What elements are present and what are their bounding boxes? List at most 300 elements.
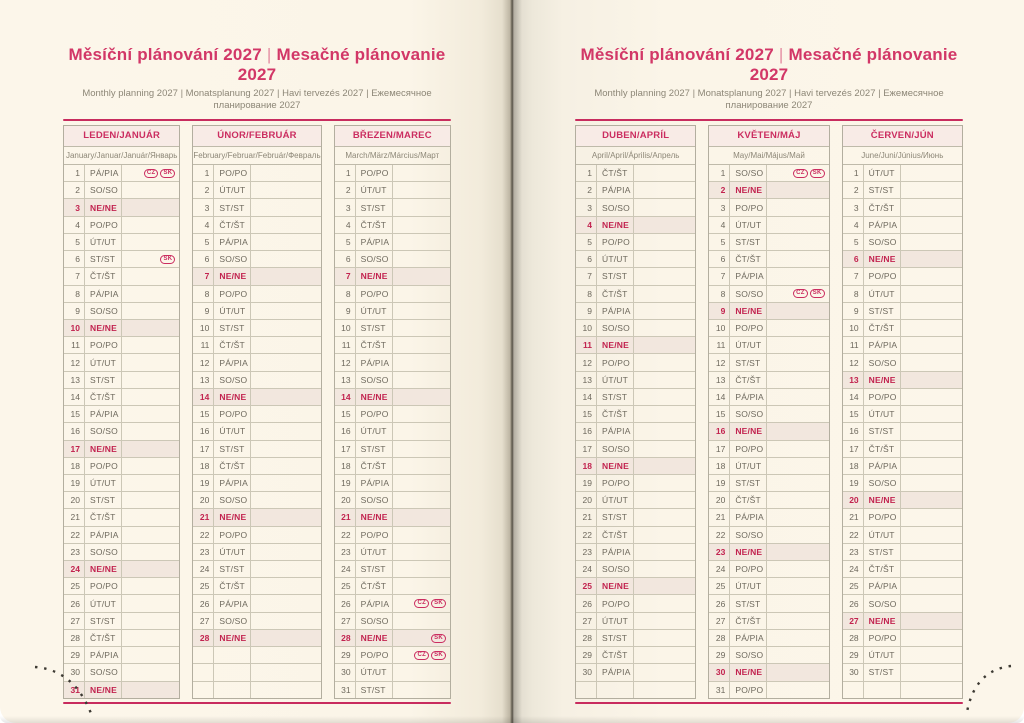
notes-cell — [393, 492, 450, 508]
day-name: ČT/ŠT — [597, 286, 634, 302]
day-row — [193, 543, 320, 560]
day-number: 5 — [709, 234, 730, 250]
day-row — [64, 198, 179, 215]
day-number: 26 — [843, 595, 864, 611]
day-number: 12 — [64, 354, 85, 370]
day-row — [335, 302, 450, 319]
month-grid — [843, 165, 962, 698]
day-name: SO/SO — [597, 320, 634, 336]
day-number: 15 — [335, 406, 356, 422]
day-name: PO/PO — [864, 389, 901, 405]
notes-cell — [634, 630, 695, 646]
day-row — [709, 422, 828, 439]
day-name: PO/PO — [597, 475, 634, 491]
day-row — [709, 457, 828, 474]
day-row — [576, 198, 695, 215]
day-number: 26 — [64, 595, 85, 611]
day-number: 27 — [709, 613, 730, 629]
month-table-unor-februar — [192, 125, 321, 699]
day-number: 18 — [335, 458, 356, 474]
notes-cell — [122, 303, 179, 319]
day-number: 27 — [335, 613, 356, 629]
day-number: 22 — [843, 527, 864, 543]
day-row — [335, 165, 450, 181]
notes-cell — [901, 303, 962, 319]
day-name: ÚT/UT — [597, 492, 634, 508]
day-row — [193, 353, 320, 370]
day-number: 4 — [576, 217, 597, 233]
day-number: 23 — [576, 544, 597, 560]
day-number: 15 — [193, 406, 214, 422]
day-name: ÚT/UT — [597, 251, 634, 267]
notes-cell — [251, 630, 320, 646]
notes-cell — [393, 320, 450, 336]
day-number: 19 — [335, 475, 356, 491]
day-number: 22 — [64, 527, 85, 543]
notes-cell — [901, 578, 962, 594]
notes-cell — [251, 613, 320, 629]
day-number: 25 — [709, 578, 730, 594]
day-row — [193, 457, 320, 474]
day-name: ČT/ŠT — [864, 441, 901, 457]
day-row — [193, 560, 320, 577]
day-row — [843, 198, 962, 215]
day-name: PÁ/PIA — [85, 286, 122, 302]
day-name: PÁ/PIA — [730, 389, 767, 405]
day-number: 28 — [709, 630, 730, 646]
notes-cell — [393, 647, 450, 663]
notes-cell — [767, 492, 828, 508]
day-name: ÚT/UT — [864, 286, 901, 302]
notes-cell — [634, 165, 695, 181]
page-title — [575, 45, 963, 85]
day-name: PO/PO — [356, 286, 393, 302]
day-name-empty — [214, 682, 251, 698]
day-name: SO/SO — [85, 182, 122, 198]
day-name: PO/PO — [356, 406, 393, 422]
day-name: SO/SO — [214, 492, 251, 508]
day-row — [335, 681, 450, 698]
day-name: ST/ST — [356, 561, 393, 577]
day-number: 29 — [576, 647, 597, 663]
day-number: 18 — [193, 458, 214, 474]
day-number: 1 — [193, 165, 214, 181]
day-row — [709, 267, 828, 284]
day-name: ST/ST — [730, 475, 767, 491]
notes-cell — [122, 527, 179, 543]
day-row — [335, 181, 450, 198]
day-row — [709, 233, 828, 250]
day-row — [193, 594, 320, 611]
notes-cell — [767, 441, 828, 457]
day-number: 21 — [64, 509, 85, 525]
day-row — [576, 250, 695, 267]
day-row — [576, 216, 695, 233]
day-name: ÚT/UT — [730, 458, 767, 474]
day-row — [193, 629, 320, 646]
day-name: SO/SO — [356, 251, 393, 267]
day-number: 25 — [64, 578, 85, 594]
empty-row — [843, 681, 962, 698]
notes-cell — [393, 630, 450, 646]
day-name: SO/SO — [864, 595, 901, 611]
day-name-empty — [597, 682, 634, 698]
notes-cell — [393, 613, 450, 629]
day-row — [335, 543, 450, 560]
day-name: ÚT/UT — [356, 182, 393, 198]
day-row — [843, 508, 962, 525]
day-row — [64, 612, 179, 629]
day-number: 15 — [64, 406, 85, 422]
day-name: PÁ/PIA — [730, 268, 767, 284]
day-row — [843, 543, 962, 560]
day-name: NE/NE — [85, 320, 122, 336]
day-row — [709, 440, 828, 457]
day-row — [576, 491, 695, 508]
day-row — [193, 388, 320, 405]
day-name: NE/NE — [597, 578, 634, 594]
day-name: PO/PO — [214, 165, 251, 181]
day-name: PÁ/PIA — [356, 475, 393, 491]
notes-cell — [767, 354, 828, 370]
month-subtitle: March/März/Március/Март — [335, 147, 450, 165]
day-number: 2 — [843, 182, 864, 198]
day-row — [64, 526, 179, 543]
notes-cell — [767, 423, 828, 439]
day-number: 15 — [576, 406, 597, 422]
day-row — [64, 629, 179, 646]
day-row — [64, 285, 179, 302]
day-row — [576, 457, 695, 474]
month-table-kveten-maj — [708, 125, 829, 699]
day-row — [335, 612, 450, 629]
day-number: 29 — [709, 647, 730, 663]
day-row — [64, 560, 179, 577]
day-name: SO/SO — [597, 441, 634, 457]
day-number: 27 — [64, 613, 85, 629]
notes-cell — [393, 458, 450, 474]
day-number: 6 — [576, 251, 597, 267]
day-number: 3 — [64, 199, 85, 215]
notes-cell — [122, 182, 179, 198]
day-number: 10 — [843, 320, 864, 336]
day-name: ST/ST — [214, 561, 251, 577]
notes-cell — [393, 423, 450, 439]
notes-cell — [634, 578, 695, 594]
day-name: SO/SO — [730, 647, 767, 663]
day-name: SO/SO — [864, 354, 901, 370]
day-row — [335, 319, 450, 336]
day-number: 17 — [576, 441, 597, 457]
day-name: NE/NE — [356, 509, 393, 525]
day-name: NE/NE — [214, 268, 251, 284]
day-number: 13 — [335, 372, 356, 388]
day-number: 21 — [335, 509, 356, 525]
day-number: 21 — [576, 509, 597, 525]
day-number: 20 — [64, 492, 85, 508]
day-row — [64, 267, 179, 284]
day-number: 14 — [335, 389, 356, 405]
day-row — [64, 216, 179, 233]
day-row — [335, 663, 450, 680]
notes-cell-empty — [901, 682, 962, 698]
notes-cell — [251, 423, 320, 439]
notes-cell — [122, 165, 179, 181]
notes-cell — [901, 441, 962, 457]
day-row — [64, 457, 179, 474]
day-name: PO/PO — [85, 458, 122, 474]
notes-cell — [251, 286, 320, 302]
day-row — [709, 681, 828, 698]
day-row — [709, 491, 828, 508]
day-number: 11 — [843, 337, 864, 353]
day-number: 22 — [335, 527, 356, 543]
day-number: 8 — [64, 286, 85, 302]
day-row — [709, 388, 828, 405]
notes-cell — [393, 475, 450, 491]
day-row — [193, 526, 320, 543]
day-name: ÚT/UT — [356, 664, 393, 680]
day-number: 25 — [576, 578, 597, 594]
day-name: ÚT/UT — [214, 423, 251, 439]
notes-cell — [393, 406, 450, 422]
header-rule — [575, 119, 963, 121]
notes-cell — [122, 389, 179, 405]
notes-cell — [901, 544, 962, 560]
day-number: 14 — [709, 389, 730, 405]
month-grid — [193, 165, 320, 698]
day-name: ST/ST — [730, 354, 767, 370]
notes-cell — [767, 182, 828, 198]
day-number: 8 — [335, 286, 356, 302]
day-number: 20 — [843, 492, 864, 508]
day-row — [709, 594, 828, 611]
day-row — [709, 629, 828, 646]
day-name: ST/ST — [730, 595, 767, 611]
day-row — [64, 233, 179, 250]
day-number: 24 — [843, 561, 864, 577]
day-row — [843, 629, 962, 646]
day-number: 10 — [709, 320, 730, 336]
day-row — [335, 336, 450, 353]
day-number: 3 — [335, 199, 356, 215]
day-name: PO/PO — [85, 337, 122, 353]
notes-cell-empty — [251, 682, 320, 698]
day-number: 22 — [576, 527, 597, 543]
day-name: ÚT/UT — [214, 182, 251, 198]
day-row — [709, 543, 828, 560]
day-row — [576, 594, 695, 611]
day-number: 6 — [709, 251, 730, 267]
day-row — [709, 285, 828, 302]
left-page-header — [63, 45, 451, 121]
notes-cell — [251, 268, 320, 284]
day-number: 23 — [193, 544, 214, 560]
notes-cell — [767, 372, 828, 388]
day-number: 14 — [193, 389, 214, 405]
day-name: ST/ST — [356, 320, 393, 336]
day-number: 20 — [709, 492, 730, 508]
day-name: PO/PO — [214, 527, 251, 543]
day-name: NE/NE — [597, 337, 634, 353]
day-row — [193, 440, 320, 457]
notes-cell — [634, 303, 695, 319]
day-number: 4 — [193, 217, 214, 233]
notes-cell — [393, 268, 450, 284]
day-number: 1 — [843, 165, 864, 181]
day-number: 31 — [335, 682, 356, 698]
day-name: PO/PO — [730, 561, 767, 577]
day-row — [576, 474, 695, 491]
title-separator: | — [266, 45, 272, 64]
notes-cell — [393, 182, 450, 198]
day-number: 1 — [576, 165, 597, 181]
day-row — [576, 181, 695, 198]
notes-cell — [634, 354, 695, 370]
day-name: ÚT/UT — [597, 613, 634, 629]
day-row — [193, 405, 320, 422]
notes-cell — [901, 613, 962, 629]
day-name: PO/PO — [356, 165, 393, 181]
day-row — [576, 336, 695, 353]
day-name: PÁ/PIA — [356, 354, 393, 370]
day-number: 17 — [64, 441, 85, 457]
day-name: ST/ST — [864, 303, 901, 319]
notes-cell — [901, 251, 962, 267]
day-number: 3 — [709, 199, 730, 215]
day-name: PÁ/PIA — [597, 544, 634, 560]
notes-cell — [122, 613, 179, 629]
month-title: DUBEN/APRÍL — [576, 126, 695, 147]
day-number: 4 — [709, 217, 730, 233]
day-row — [64, 336, 179, 353]
day-row — [64, 508, 179, 525]
day-number: 9 — [64, 303, 85, 319]
day-name: ST/ST — [864, 544, 901, 560]
day-row — [843, 422, 962, 439]
day-name: ÚT/UT — [864, 165, 901, 181]
notes-cell — [122, 406, 179, 422]
day-row — [335, 371, 450, 388]
notes-cell — [767, 286, 828, 302]
page-subtitle: Monthly planning 2027 | Monatsplanung 2027 | Havi tervezés 2027 | Ежемесячное планирование 2027 — [82, 88, 432, 111]
month-grid — [576, 165, 695, 698]
day-name: NE/NE — [730, 303, 767, 319]
month-subtitle: June/Juni/Június/Июнь — [843, 147, 962, 165]
month-title: LEDEN/JANUÁR — [64, 126, 179, 147]
day-number: 17 — [843, 441, 864, 457]
day-number-empty — [193, 682, 214, 698]
day-number: 30 — [335, 664, 356, 680]
day-name: ÚT/UT — [356, 544, 393, 560]
day-name-empty — [214, 664, 251, 680]
day-row — [576, 285, 695, 302]
day-row — [709, 508, 828, 525]
day-name: SO/SO — [730, 406, 767, 422]
day-number: 10 — [193, 320, 214, 336]
day-row — [843, 405, 962, 422]
day-name: NE/NE — [730, 182, 767, 198]
day-name: ÚT/UT — [356, 423, 393, 439]
day-number: 4 — [843, 217, 864, 233]
day-number: 22 — [193, 527, 214, 543]
notes-cell — [634, 647, 695, 663]
day-row — [709, 646, 828, 663]
day-name: ÚT/UT — [864, 527, 901, 543]
day-row — [576, 319, 695, 336]
day-row — [843, 353, 962, 370]
day-row — [64, 663, 179, 680]
day-row — [193, 198, 320, 215]
day-number: 11 — [709, 337, 730, 353]
day-number: 17 — [335, 441, 356, 457]
day-name: ČT/ŠT — [597, 527, 634, 543]
day-row — [335, 526, 450, 543]
day-number: 19 — [843, 475, 864, 491]
day-number: 23 — [335, 544, 356, 560]
right-page — [512, 0, 1024, 723]
notes-cell — [901, 182, 962, 198]
day-number: 12 — [576, 354, 597, 370]
day-number: 12 — [193, 354, 214, 370]
notes-cell — [251, 199, 320, 215]
day-name: PO/PO — [730, 682, 767, 698]
day-row — [64, 405, 179, 422]
notes-cell — [901, 199, 962, 215]
notes-cell — [634, 234, 695, 250]
notes-cell — [251, 389, 320, 405]
day-name: PO/PO — [85, 217, 122, 233]
day-number: 5 — [64, 234, 85, 250]
day-number: 16 — [335, 423, 356, 439]
day-number: 6 — [335, 251, 356, 267]
day-row — [843, 216, 962, 233]
notes-cell — [393, 337, 450, 353]
notes-cell — [634, 406, 695, 422]
day-name: ÚT/UT — [864, 406, 901, 422]
day-row — [335, 250, 450, 267]
day-row — [843, 474, 962, 491]
day-name: NE/NE — [730, 664, 767, 680]
page-title-slovak: Mesačné plánovanie 2027 — [237, 45, 446, 84]
day-row — [193, 165, 320, 181]
day-number: 2 — [193, 182, 214, 198]
notes-cell — [767, 613, 828, 629]
day-name: NE/NE — [85, 441, 122, 457]
day-name: PO/PO — [356, 647, 393, 663]
holiday-badge-sk: SK — [431, 634, 446, 643]
day-name: ČT/ŠT — [597, 647, 634, 663]
day-number: 25 — [193, 578, 214, 594]
notes-cell — [393, 561, 450, 577]
notes-cell — [767, 337, 828, 353]
notes-cell — [251, 441, 320, 457]
day-number: 25 — [843, 578, 864, 594]
day-name: ST/ST — [597, 268, 634, 284]
day-name: ST/ST — [597, 630, 634, 646]
month-table-leden-januar — [63, 125, 180, 699]
day-name: ÚT/UT — [214, 303, 251, 319]
month-subtitle: April/April/Április/Апрель — [576, 147, 695, 165]
day-row — [576, 612, 695, 629]
day-name: ČT/ŠT — [356, 217, 393, 233]
notes-cell — [393, 354, 450, 370]
day-number: 3 — [843, 199, 864, 215]
day-number: 28 — [193, 630, 214, 646]
day-number: 23 — [64, 544, 85, 560]
notes-cell — [901, 389, 962, 405]
day-name: SO/SO — [356, 492, 393, 508]
